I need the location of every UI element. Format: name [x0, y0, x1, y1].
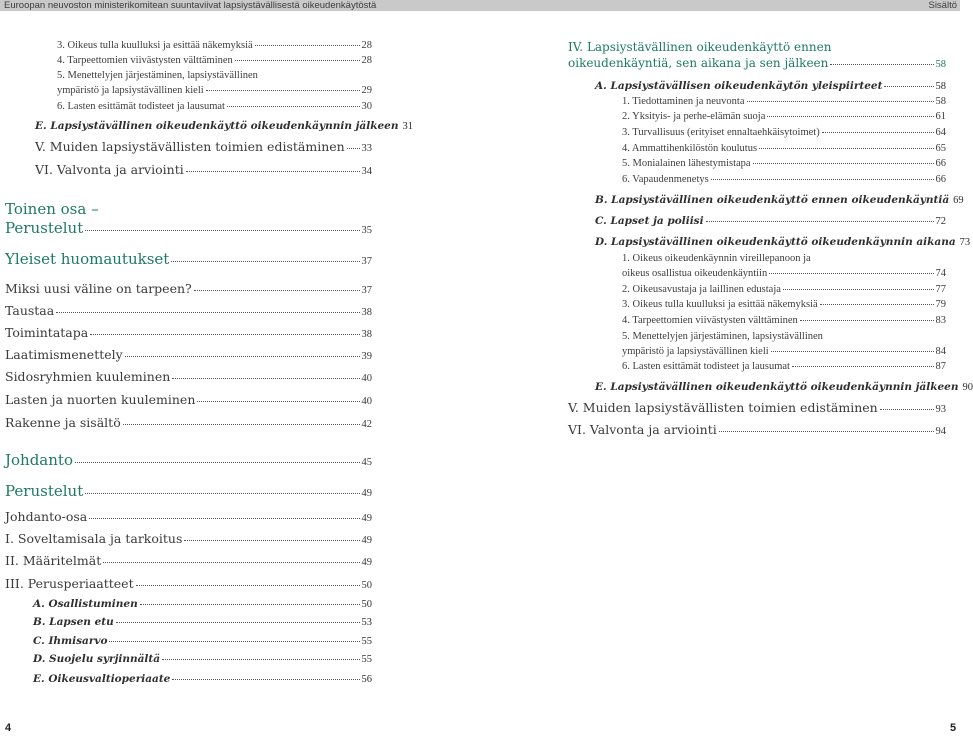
toc-entry-page-number: 40 [361, 373, 372, 384]
dot-leader [820, 304, 934, 305]
toc-entry-page-number: 42 [361, 419, 372, 430]
toc-entry-4-ammattihenkiloston-koulutus[interactable] [622, 143, 946, 154]
toc-entry-label: 4. Tarpeettomien viivästysten välttäminen [622, 315, 798, 326]
toc-entry-5-menettelyjen-jarjestaminen-lapsiystava[interactable] [57, 70, 372, 96]
dot-leader [884, 86, 933, 87]
toc-entry-3-turvallisuus-erityiset-ennaltaehkaisyt[interactable] [622, 127, 946, 138]
dot-leader [123, 424, 360, 425]
toc-entry-page-number: 28 [361, 55, 372, 66]
dot-leader [162, 659, 359, 660]
toc-entry-label: I. Soveltamisala ja tarkoitus [5, 531, 183, 546]
toc-entry-d-suojelu-syrjinnalta[interactable] [33, 653, 372, 665]
toc-entry-lasten-ja-nuorten-kuuleminen[interactable] [5, 392, 372, 407]
toc-entry-b-lapsiystavallinen-oikeudenkaytto-ennen[interactable] [595, 194, 964, 206]
toc-entry-i-soveltamisala-ja-tarkoitus[interactable] [5, 531, 372, 546]
toc-entry-iv-lapsiystavallinen-oikeudenkaytto-enne[interactable] [568, 40, 946, 70]
toc-entry-toinen-osa[interactable] [5, 200, 372, 237]
toc-entry-label: VI. Valvonta ja arviointi [35, 162, 184, 177]
toc-entry-page-number: 35 [361, 225, 372, 236]
toc-entry-page-number: 79 [935, 299, 946, 310]
toc-entry-3-oikeus-tulla-kuulluksi-ja-esittaa-nake[interactable] [622, 299, 946, 310]
toc-entry-page-number: 64 [935, 127, 946, 138]
toc-entry-page-number: 61 [935, 111, 946, 122]
dot-leader [227, 106, 360, 107]
dot-leader [347, 148, 360, 149]
toc-entry-sidosryhmien-kuuleminen[interactable] [5, 369, 372, 384]
dot-leader [771, 351, 934, 352]
dot-leader [184, 540, 359, 541]
toc-entry-label: 3. Oikeus tulla kuulluksi ja esittää näkemyksiä [57, 40, 253, 51]
toc-entry-label: D. Suojelu syrjinnältä [33, 653, 161, 665]
toc-entry-label: B. Lapsiystävällinen oikeudenkäyttö ennen oikeudenkäyntiä [595, 194, 950, 206]
toc-entry-page-number: 31 [402, 121, 413, 132]
toc-entry-miksi-uusi-valine-on-tarpeen[interactable] [5, 281, 372, 296]
toc-entry-page-number: 28 [361, 40, 372, 51]
dot-leader [125, 356, 360, 357]
toc-entry-b-lapsen-etu[interactable] [33, 616, 372, 628]
document-title: Euroopan neuvoston ministerikomitean suuntaviivat lapsiystävällisestä oikeudenkäytöstä [4, 0, 377, 11]
dot-leader [56, 312, 359, 313]
toc-entry-label: 5. Menettelyjen järjestäminen, lapsiystävällinen [622, 331, 823, 342]
dot-leader [85, 493, 359, 494]
toc-entry-johdanto-osa[interactable] [5, 509, 372, 524]
toc-entry-4-tarpeettomien-viivastysten-valttaminen[interactable] [57, 55, 372, 66]
right-page-number: 5 [950, 722, 957, 734]
dot-leader [822, 132, 934, 133]
dot-leader [206, 90, 360, 91]
dot-leader [255, 45, 360, 46]
toc-entry-page-number: 45 [361, 457, 372, 468]
toc-entry-laatimismenettely[interactable] [5, 347, 372, 362]
toc-entry-label: E. Oikeusvaltioperiaate [33, 673, 171, 685]
toc-entry-label: II. Määritelmät [5, 553, 102, 568]
toc-entry-page-number: 58 [935, 81, 946, 92]
toc-entry-perustelut[interactable] [5, 482, 372, 500]
toc-entry-label: VI. Valvonta ja arviointi [568, 422, 717, 437]
toc-entry-page-number: 69 [953, 195, 964, 206]
toc-entry-label-continued: ympäristö ja lapsiystävällinen kieli [622, 346, 769, 357]
toc-entry-page-number: 50 [361, 599, 372, 610]
toc-entry-label: 4. Tarpeettomien viivästysten välttäminen [57, 55, 233, 66]
toc-entry-label-continued: Perustelut [5, 219, 84, 237]
toc-entry-6-lasten-esittamat-todisteet-ja-lausumat[interactable] [622, 361, 946, 372]
toc-entry-page-number: 74 [935, 268, 946, 279]
toc-entry-johdanto[interactable] [5, 451, 372, 469]
toc-entry-label: C. Lapset ja poliisi [595, 215, 704, 227]
toc-entry-label: Sidosryhmien kuuleminen [5, 369, 171, 384]
toc-entry-page-number: 94 [935, 426, 946, 437]
toc-entry-iii-perusperiaatteet[interactable] [5, 576, 372, 591]
toc-entry-toimintatapa[interactable] [5, 325, 372, 340]
toc-entry-label: 1. Tiedottaminen ja neuvonta [622, 96, 745, 107]
toc-entry-label: Lasten ja nuorten kuuleminen [5, 392, 196, 407]
toc-entry-page-number: 65 [935, 143, 946, 154]
toc-entry-label-continued: oikeus osallistua oikeudenkäyntiin [622, 268, 768, 279]
toc-entry-label: A. Lapsiystävällisen oikeudenkäytön yleispiirteet [595, 80, 883, 92]
dot-leader [706, 221, 934, 222]
toc-entry-label: Toimintatapa [5, 325, 89, 340]
dot-leader [767, 116, 933, 117]
toc-entry-page-number: 77 [935, 284, 946, 295]
toc-entry-label: 6. Lasten esittämät todisteet ja lausumat [622, 361, 790, 372]
dot-leader [172, 679, 359, 680]
toc-entry-e-oikeusvaltioperiaate[interactable] [33, 673, 372, 685]
toc-entry-2-yksityis-ja-perhe-elaman-suoja[interactable] [622, 111, 946, 122]
toc-entry-d-lapsiystavallinen-oikeudenkaytto-oikeu[interactable] [595, 236, 971, 248]
toc-entry-page-number: 40 [361, 396, 372, 407]
toc-entry-label-continued: ympäristö ja lapsiystävällinen kieli [57, 85, 204, 96]
toc-entry-page-number: 29 [361, 85, 372, 96]
left-page-number: 4 [5, 722, 12, 734]
toc-entry-page-number: 73 [959, 237, 971, 248]
toc-entry-label: A. Osallistuminen [33, 598, 138, 610]
toc-entry-label: Johdanto-osa [5, 509, 88, 524]
toc-entry-page-number: 38 [361, 329, 372, 340]
dot-leader [235, 60, 360, 61]
toc-entry-label: III. Perusperiaatteet [5, 576, 134, 591]
toc-entry-label: E. Lapsiystävällinen oikeudenkäyttö oikeudenkäynnin jälkeen [595, 381, 959, 393]
document-header-bar [0, 0, 960, 11]
dot-leader [800, 320, 934, 321]
dot-leader [171, 261, 359, 262]
toc-entry-v-muiden-lapsiystavallisten-toimien-edis[interactable] [568, 400, 946, 415]
toc-entry-label: 3. Turvallisuus (erityiset ennaltaehkäisytoimet) [622, 127, 820, 138]
toc-entry-yleiset-huomautukset[interactable] [5, 250, 372, 268]
toc-entry-label: Rakenne ja sisältö [5, 415, 121, 430]
toc-entry-label: 1. Oikeus oikeudenkäynnin vireillepanoon ja [622, 253, 811, 264]
dot-leader [719, 431, 934, 432]
dot-leader [89, 518, 359, 519]
toc-entry-page-number: 66 [935, 158, 946, 169]
toc-entry-6-lasten-esittamat-todisteet-ja-lausumat[interactable] [57, 101, 372, 112]
toc-entry-4-tarpeettomien-viivastysten-valttaminen[interactable] [622, 315, 946, 326]
contents-link[interactable]: Sisältö [928, 0, 957, 11]
toc-entry-6-vapaudenmenetys[interactable] [622, 174, 946, 185]
toc-entry-page-number: 56 [361, 674, 372, 685]
toc-entry-label: 5. Monialainen lähestymistapa [622, 158, 751, 169]
dot-leader [769, 273, 933, 274]
toc-entry-label: Johdanto [5, 451, 73, 469]
toc-entry-taustaa[interactable] [5, 303, 372, 318]
toc-entry-page-number: 34 [361, 166, 372, 177]
toc-entry-page-number: 50 [361, 580, 372, 591]
dot-leader [753, 163, 934, 164]
dot-leader [197, 401, 359, 402]
toc-entry-page-number: 37 [361, 256, 372, 267]
toc-entry-page-number: 55 [361, 636, 372, 647]
toc-entry-label: 2. Oikeusavustaja ja laillinen edustaja [622, 284, 781, 295]
toc-entry-a-osallistuminen[interactable] [33, 598, 372, 610]
dot-leader [186, 171, 360, 172]
dot-leader [747, 101, 934, 102]
toc-entry-page-number: 37 [361, 285, 372, 296]
toc-entry-page-number: 33 [361, 143, 372, 154]
dot-leader [140, 604, 360, 605]
toc-entry-label: 6. Vapaudenmenetys [622, 174, 709, 185]
dot-leader [194, 290, 360, 291]
toc-entry-page-number: 83 [935, 315, 946, 326]
toc-entry-3-oikeus-tulla-kuulluksi-ja-esittaa-nake[interactable] [57, 40, 372, 51]
toc-entry-label: 5. Menettelyjen järjestäminen, lapsiystävällinen [57, 70, 258, 81]
toc-entry-v-muiden-lapsiystavallisten-toimien-edis[interactable] [35, 139, 372, 154]
toc-entry-label: Laatimismenettely [5, 347, 123, 362]
dot-leader [759, 148, 933, 149]
toc-entry-c-ihmisarvo[interactable] [33, 635, 372, 647]
toc-entry-label: C. Ihmisarvo [33, 635, 108, 647]
toc-entry-label: D. Lapsiystävällinen oikeudenkäyttö oikeudenkäynnin aikana [595, 236, 956, 248]
dot-leader [85, 230, 359, 231]
toc-entry-page-number: 90 [962, 382, 973, 393]
toc-entry-page-number: 87 [935, 361, 946, 372]
toc-entry-c-lapset-ja-poliisi[interactable] [595, 215, 946, 227]
toc-entry-page-number: 30 [361, 101, 372, 112]
toc-entry-label: B. Lapsen etu [33, 616, 114, 628]
dot-leader [75, 462, 360, 463]
toc-entry-label: V. Muiden lapsiystävällisten toimien edistäminen [568, 400, 878, 415]
dot-leader [172, 378, 359, 379]
toc-entry-label: Miksi uusi väline on tarpeen? [5, 281, 192, 296]
toc-entry-page-number: 53 [361, 617, 372, 628]
toc-entry-1-tiedottaminen-ja-neuvonta[interactable] [622, 96, 946, 107]
toc-entry-label: 6. Lasten esittämät todisteet ja lausumat [57, 101, 225, 112]
toc-entry-label: E. Lapsiystävällinen oikeudenkäyttö oikeudenkäynnin jälkeen [35, 120, 399, 132]
toc-entry-ii-maaritelmat[interactable] [5, 553, 372, 568]
toc-entry-vi-valvonta-ja-arviointi[interactable] [568, 422, 946, 437]
dot-leader [116, 622, 360, 623]
toc-entry-page-number: 49 [361, 488, 372, 499]
toc-entry-label: Yleiset huomautukset [5, 250, 170, 268]
toc-entry-e-lapsiystavallinen-oikeudenkaytto-oikeu[interactable] [595, 381, 973, 393]
toc-entry-2-oikeusavustaja-ja-laillinen-edustaja[interactable] [622, 284, 946, 295]
toc-entry-page-number: 84 [935, 346, 946, 357]
toc-entry-label: 4. Ammattihenkilöstön koulutus [622, 143, 758, 154]
toc-entry-page-number: 93 [935, 404, 946, 415]
dot-leader [792, 366, 934, 367]
toc-entry-page-number: 39 [361, 351, 372, 362]
dot-leader [136, 585, 360, 586]
dot-leader [830, 64, 933, 65]
dot-leader [109, 641, 359, 642]
toc-entry-page-number: 58 [935, 96, 946, 107]
toc-entry-page-number: 55 [361, 654, 372, 665]
toc-entry-label-continued: oikeudenkäyntiä, sen aikana ja sen jälkeen [568, 56, 829, 70]
toc-entry-vi-valvonta-ja-arviointi[interactable] [35, 162, 372, 177]
toc-entry-label: 3. Oikeus tulla kuulluksi ja esittää näkemyksiä [622, 299, 818, 310]
toc-entry-page-number: 49 [361, 557, 372, 568]
toc-entry-page-number: 72 [935, 216, 946, 227]
toc-entry-e-lapsiystavallinen-oikeudenkaytto-oikeu[interactable] [35, 120, 413, 132]
toc-entry-label: Taustaa [5, 303, 55, 318]
dot-leader [711, 179, 934, 180]
dot-leader [103, 562, 359, 563]
toc-entry-label: IV. Lapsiystävällinen oikeudenkäyttö ennen [568, 40, 832, 54]
toc-entry-5-monialainen-lahestymistapa[interactable] [622, 158, 946, 169]
dot-leader [90, 334, 359, 335]
toc-entry-page-number: 49 [361, 535, 372, 546]
toc-entry-rakenne-ja-sisalto[interactable] [5, 415, 372, 430]
toc-entry-label: Perustelut [5, 482, 84, 500]
dot-leader [880, 409, 934, 410]
dot-leader [783, 289, 934, 290]
toc-entry-label: V. Muiden lapsiystävällisten toimien edistäminen [35, 139, 345, 154]
toc-entry-5-menettelyjen-jarjestaminen-lapsiystava[interactable] [622, 331, 946, 357]
toc-entry-page-number: 38 [361, 307, 372, 318]
toc-entry-1-oikeus-oikeudenkaynnin-vireillepanoon-[interactable] [622, 253, 946, 279]
toc-entry-page-number: 66 [935, 174, 946, 185]
toc-entry-page-number: 58 [935, 59, 946, 70]
toc-entry-a-lapsiystavallisen-oikeudenkayton-yleis[interactable] [595, 80, 946, 92]
toc-entry-label: 2. Yksityis- ja perhe-elämän suoja [622, 111, 766, 122]
toc-entry-page-number: 49 [361, 513, 372, 524]
toc-entry-label: Toinen osa – [5, 200, 99, 218]
